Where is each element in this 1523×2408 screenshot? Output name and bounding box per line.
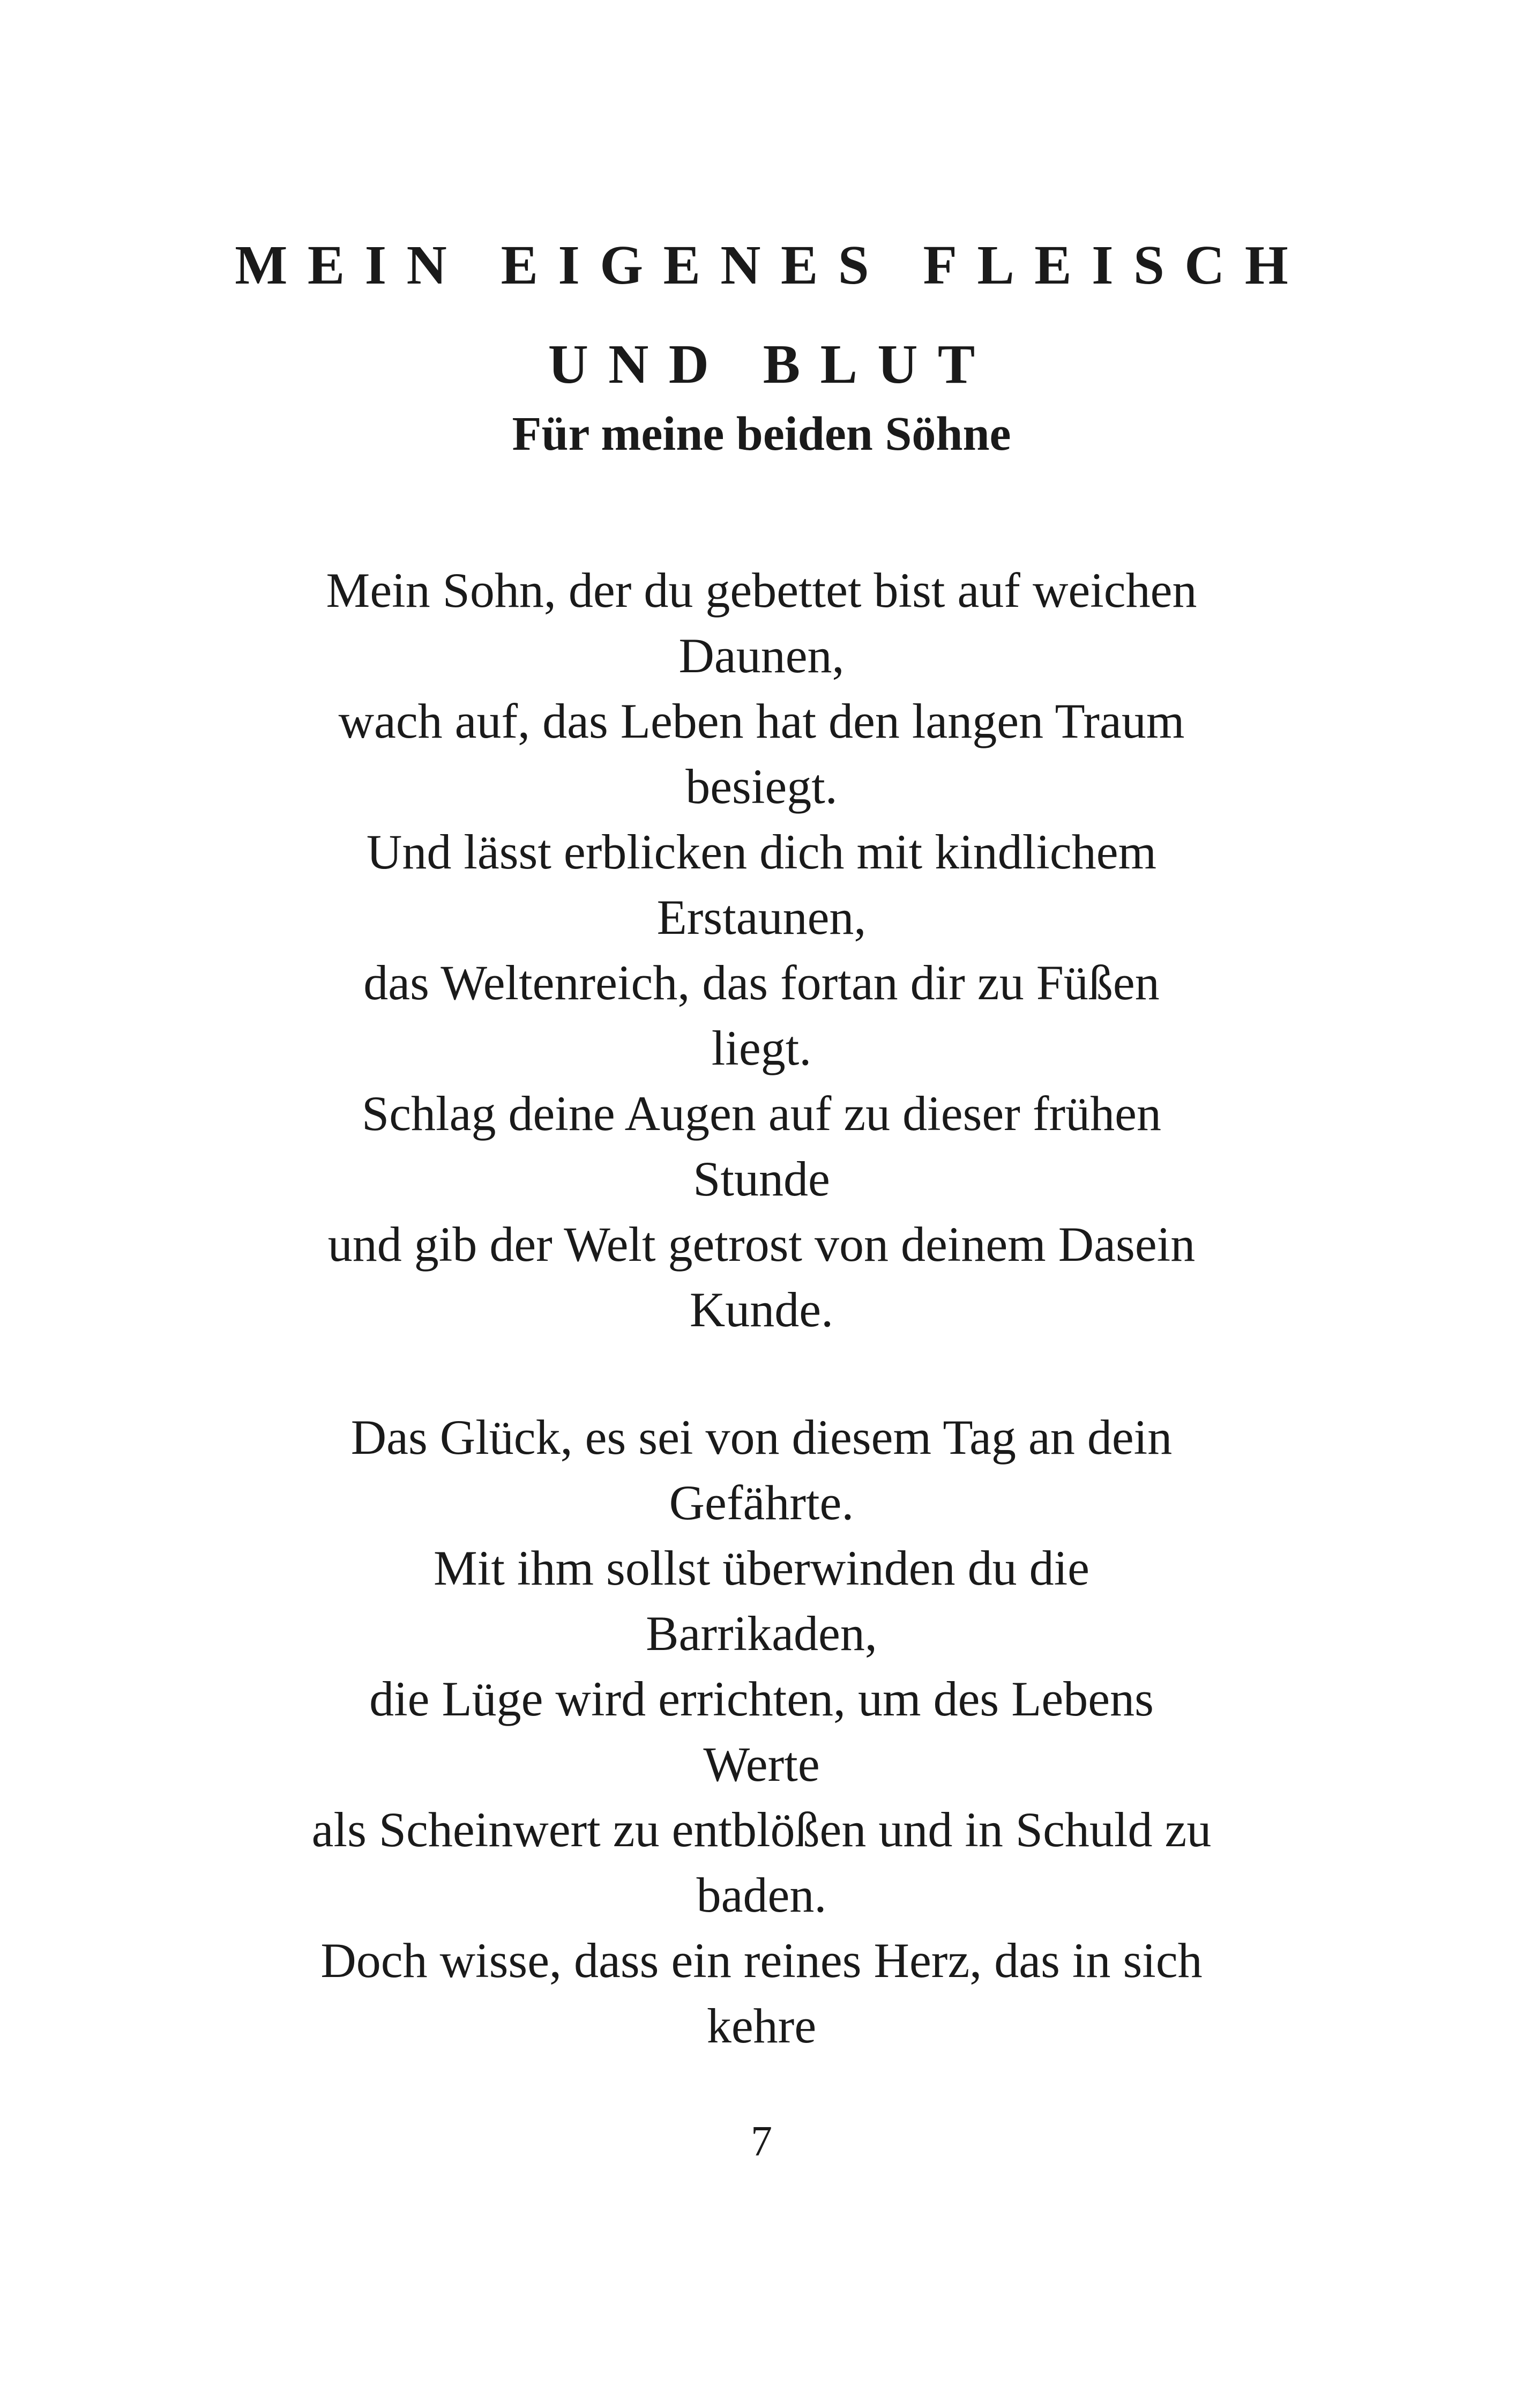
stanza-1 [0,558,1523,1342]
poem-title-line-1: MEIN EIGENES FLEISCH [235,234,1309,296]
verse-line: besiegt. [685,759,838,814]
verse-line: Doch wisse, dass ein reines Herz, das in sich [320,1933,1203,1988]
verse-line: Kunde. [689,1282,834,1337]
verse-line: Mit ihm sollst überwinden du die [433,1541,1090,1595]
verse-line: als Scheinwert zu entblößen und in Schuld zu [311,1802,1212,1857]
stanza-2 [0,1404,1523,2058]
verse-line: Daunen, [678,628,845,683]
verse-line: Stunde [693,1151,830,1206]
poem-dedication: Für meine beiden Söhne [512,407,1011,460]
verse-line: kehre [706,1998,817,2053]
poem-title-line-2: UND BLUT [548,333,995,395]
verse-line: Mein Sohn, der du gebettet bist auf weichen [326,563,1197,618]
verse-line: Schlag deine Augen auf zu dieser frühen [362,1086,1161,1141]
verse-line: und gib der Welt getrost von deinem Dasein [327,1217,1196,1272]
verse-line: Werte [703,1737,820,1792]
verse-line: die Lüge wird errichten, um des Lebens [369,1671,1154,1726]
page-number: 7 [751,2118,772,2165]
verse-line: Und lässt erblicken dich mit kindlichem [366,824,1157,879]
verse-line: Gefährte. [669,1475,854,1530]
verse-line: wach auf, das Leben hat den langen Traum [338,694,1185,748]
verse-line: liegt. [711,1021,812,1075]
verse-line: Erstaunen, [656,890,867,945]
verse-line: Das Glück, es sei von diesem Tag an dein [350,1410,1173,1465]
verse-line: Barrikaden, [646,1606,877,1661]
verse-line: das Weltenreich, das fortan dir zu Füßen [363,955,1160,1010]
verse-line: baden. [696,1868,827,1922]
